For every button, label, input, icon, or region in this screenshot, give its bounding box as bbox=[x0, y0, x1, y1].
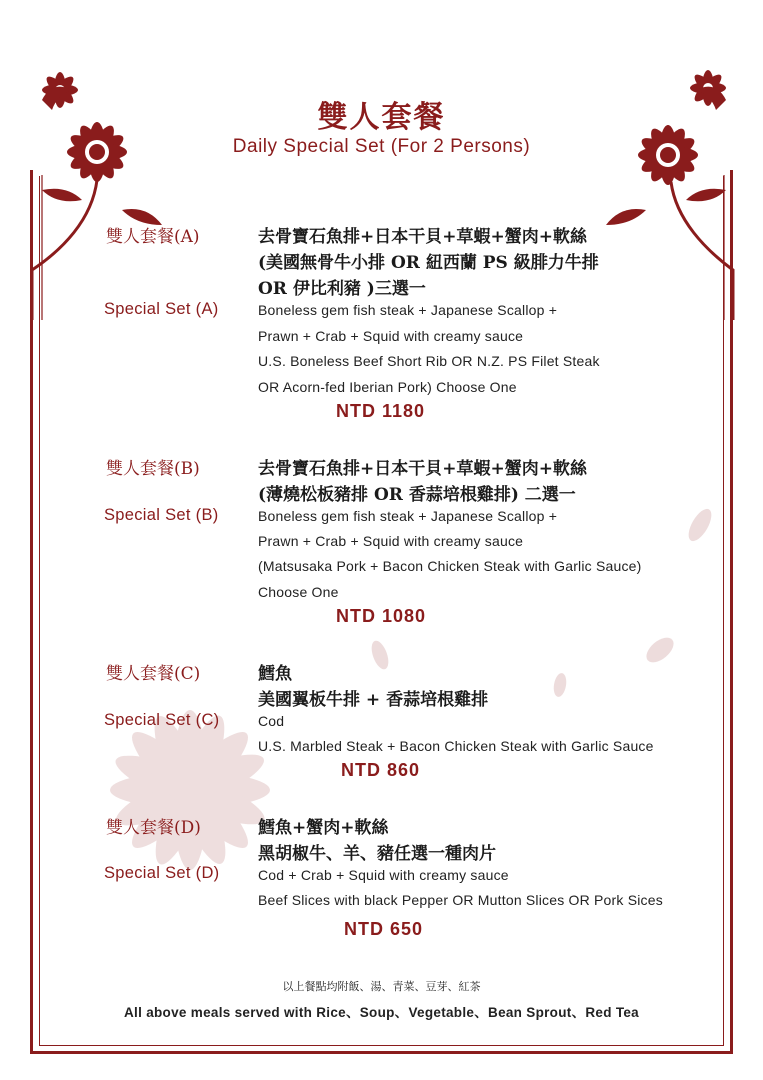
dish-en-line: U.S. Marbled Steak + Bacon Chicken Steak with Garlic Sauce bbox=[258, 738, 654, 754]
set-price: NTD 650 bbox=[344, 919, 424, 939]
dish-en-line: Prawn + Crab + Squid with creamy sauce bbox=[258, 533, 524, 549]
set-price: NTD 1080 bbox=[336, 606, 427, 626]
set-label-zh: 雙人套餐(A) bbox=[106, 227, 200, 247]
dish-en-line: Beef Slices with black Pepper OR Mutton Slices OR Pork Sices bbox=[258, 892, 663, 908]
set-label-en: Special Set (C) bbox=[104, 711, 220, 729]
dish-zh-line: 鱈魚 bbox=[258, 664, 292, 684]
set-price: NTD 1180 bbox=[336, 401, 426, 421]
dish-zh-line: (薄燒松板豬排 OR 香蒜培根雞排) 二選一 bbox=[258, 485, 576, 505]
set-label-en: Special Set (B) bbox=[104, 506, 219, 524]
set-label-zh: 雙人套餐(C) bbox=[106, 664, 201, 684]
dish-en-line: Prawn + Crab + Squid with creamy sauce bbox=[258, 328, 524, 344]
dish-zh-line: 美國翼板牛排 + 香蒜培根雞排 bbox=[258, 690, 489, 710]
dish-en-line: Boneless gem fish steak + Japanese Scallop + bbox=[258, 508, 558, 524]
page-subtitle: Daily Special Set (For 2 Persons) bbox=[232, 136, 531, 157]
dish-en-line: U.S. Boneless Beef Short Rib OR N.Z. PS Filet Steak bbox=[258, 353, 600, 369]
dish-zh-line: OR 伊比利豬 )三選一 bbox=[258, 279, 426, 299]
dish-en-line: Cod bbox=[258, 713, 285, 729]
dish-zh-line: 去骨寶石魚排+日本干貝+草蝦+蟹肉+軟絲 bbox=[258, 227, 587, 247]
dish-en-line: Cod + Crab + Squid with creamy sauce bbox=[258, 867, 509, 883]
page-title: 雙人套餐 bbox=[317, 100, 446, 135]
set-label-zh: 雙人套餐(B) bbox=[106, 459, 200, 479]
dish-zh-line: 鱈魚+蟹肉+軟絲 bbox=[258, 818, 389, 838]
dish-zh-line: 黑胡椒牛、羊、豬任選一種肉片 bbox=[258, 844, 496, 864]
set-label-zh: 雙人套餐(D) bbox=[106, 818, 201, 838]
footer-note-en: All above meals served with Rice、Soup、Vegetable、Bean Sprout、Red Tea bbox=[124, 1005, 639, 1020]
dish-en-line: Choose One bbox=[258, 584, 339, 600]
set-price: NTD 860 bbox=[341, 760, 421, 780]
dish-en-line: Boneless gem fish steak + Japanese Scallop + bbox=[258, 302, 558, 318]
set-label-en: Special Set (A) bbox=[104, 300, 219, 318]
dish-en-line: (Matsusaka Pork + Bacon Chicken Steak with Garlic Sauce) bbox=[258, 558, 642, 574]
petal-icon bbox=[360, 500, 720, 700]
footer-note-zh: 以上餐點均附飯、湯、青菜、豆芽、紅茶 bbox=[282, 980, 481, 993]
dish-zh-line: 去骨寶石魚排+日本干貝+草蝦+蟹肉+軟絲 bbox=[258, 459, 587, 479]
dish-en-line: OR Acorn-fed Iberian Pork) Choose One bbox=[258, 379, 517, 395]
dish-zh-line: (美國無骨牛小排 OR 紐西蘭 PS 級腓力牛排 bbox=[258, 253, 599, 273]
set-label-en: Special Set (D) bbox=[104, 864, 220, 882]
